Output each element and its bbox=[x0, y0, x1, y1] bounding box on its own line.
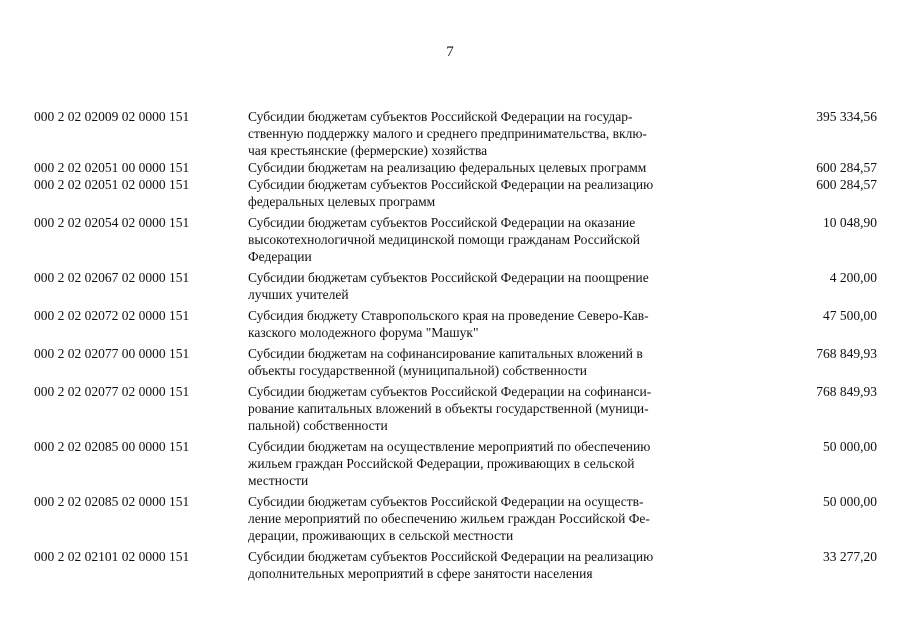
description-line: Субсидии бюджетам субъектов Российской Федерации на государ- bbox=[248, 109, 633, 124]
description-line: Субсидии бюджетам субъектов Российской Федерации на осуществ- bbox=[248, 494, 644, 509]
budget-amount: 4 200,00 bbox=[829, 270, 877, 285]
budget-code: 000 2 02 02085 02 0000 151 bbox=[34, 494, 190, 509]
description-line: чая крестьянские (фермерские) хозяйства bbox=[248, 143, 488, 158]
budget-code: 000 2 02 02077 02 0000 151 bbox=[34, 384, 190, 399]
budget-amount: 50 000,00 bbox=[823, 439, 877, 454]
budget-description bbox=[248, 489, 768, 544]
description-line: федеральных целевых программ bbox=[248, 194, 436, 209]
description-line: Субсидии бюджетам субъектов Российской Федерации на софинанси- bbox=[248, 384, 652, 399]
description-line: местности bbox=[248, 473, 309, 488]
description-line: жильем граждан Российской Федерации, проживающих в сельской bbox=[248, 456, 635, 471]
table-row bbox=[34, 159, 877, 176]
description-line: Субсидии бюджетам на осуществление мероприятий по обеспечению bbox=[248, 439, 651, 454]
budget-code: 000 2 02 02072 02 0000 151 bbox=[34, 308, 190, 323]
budget-description bbox=[248, 176, 768, 210]
budget-description bbox=[248, 434, 768, 489]
table-row bbox=[34, 303, 877, 341]
budget-table bbox=[34, 108, 877, 582]
budget-amount: 47 500,00 bbox=[823, 308, 877, 323]
budget-amount: 768 849,93 bbox=[816, 346, 877, 361]
budget-description bbox=[248, 379, 768, 434]
description-line: дерации, проживающих в сельской местности bbox=[248, 528, 514, 543]
table-row bbox=[34, 341, 877, 379]
description-line: Субсидии бюджетам субъектов Российской Федерации на реализацию bbox=[248, 549, 654, 564]
budget-amount: 33 277,20 bbox=[823, 549, 877, 564]
budget-code: 000 2 02 02077 00 0000 151 bbox=[34, 346, 190, 361]
description-line: казского молодежного форума "Машук" bbox=[248, 325, 479, 340]
budget-code: 000 2 02 02067 02 0000 151 bbox=[34, 270, 190, 285]
table-row bbox=[34, 176, 877, 210]
budget-description bbox=[248, 303, 768, 341]
table-row bbox=[34, 544, 877, 582]
description-line: Субсидии бюджетам субъектов Российской Федерации на оказание bbox=[248, 215, 636, 230]
table-row bbox=[34, 210, 877, 265]
table-row bbox=[34, 265, 877, 303]
budget-description bbox=[248, 265, 768, 303]
page-number: 7 bbox=[446, 44, 454, 60]
description-line: ственную поддержку малого и среднего предпринимательства, вклю- bbox=[248, 126, 647, 141]
table-row bbox=[34, 489, 877, 544]
description-line: Субсидии бюджетам субъектов Российской Федерации на поощрение bbox=[248, 270, 649, 285]
description-line: высокотехнологичной медицинской помощи гражданам Российской bbox=[248, 232, 640, 247]
table-row bbox=[34, 434, 877, 489]
budget-description bbox=[248, 210, 768, 265]
description-line: лучших учителей bbox=[248, 287, 349, 302]
budget-amount: 768 849,93 bbox=[816, 384, 877, 399]
budget-code: 000 2 02 02085 00 0000 151 bbox=[34, 439, 190, 454]
budget-code: 000 2 02 02054 02 0000 151 bbox=[34, 215, 190, 230]
budget-code: 000 2 02 02101 02 0000 151 bbox=[34, 549, 190, 564]
budget-description bbox=[248, 341, 768, 379]
budget-description bbox=[248, 108, 768, 159]
budget-table-body bbox=[34, 108, 877, 582]
description-line: Субсидии бюджетам на софинансирование капитальных вложений в bbox=[248, 346, 643, 361]
budget-description bbox=[248, 159, 768, 176]
description-line: дополнительных мероприятий в сфере занятости населения bbox=[248, 566, 593, 581]
budget-amount: 10 048,90 bbox=[823, 215, 877, 230]
description-line: Субсидии бюджетам субъектов Российской Федерации на реализацию bbox=[248, 177, 654, 192]
description-line: ление мероприятий по обеспечению жильем граждан Российской Фе- bbox=[248, 511, 650, 526]
budget-amount: 600 284,57 bbox=[816, 177, 877, 192]
description-line: Субсидия бюджету Ставропольского края на проведение Северо-Кав- bbox=[248, 308, 649, 323]
budget-amount: 50 000,00 bbox=[823, 494, 877, 509]
budget-amount: 395 334,56 bbox=[816, 109, 877, 124]
description-line: объекты государственной (муниципальной) собственности bbox=[248, 363, 587, 378]
budget-code: 000 2 02 02009 02 0000 151 bbox=[34, 109, 190, 124]
table-row bbox=[34, 108, 877, 159]
budget-code: 000 2 02 02051 00 0000 151 bbox=[34, 160, 190, 175]
budget-description bbox=[248, 544, 768, 582]
budget-amount: 600 284,57 bbox=[816, 160, 877, 175]
description-line: Субсидии бюджетам на реализацию федеральных целевых программ bbox=[248, 160, 647, 175]
description-line: Федерации bbox=[248, 249, 312, 264]
description-line: рование капитальных вложений в объекты государственной (муници- bbox=[248, 401, 649, 416]
description-line: пальной) собственности bbox=[248, 418, 388, 433]
table-row bbox=[34, 379, 877, 434]
budget-code: 000 2 02 02051 02 0000 151 bbox=[34, 177, 190, 192]
